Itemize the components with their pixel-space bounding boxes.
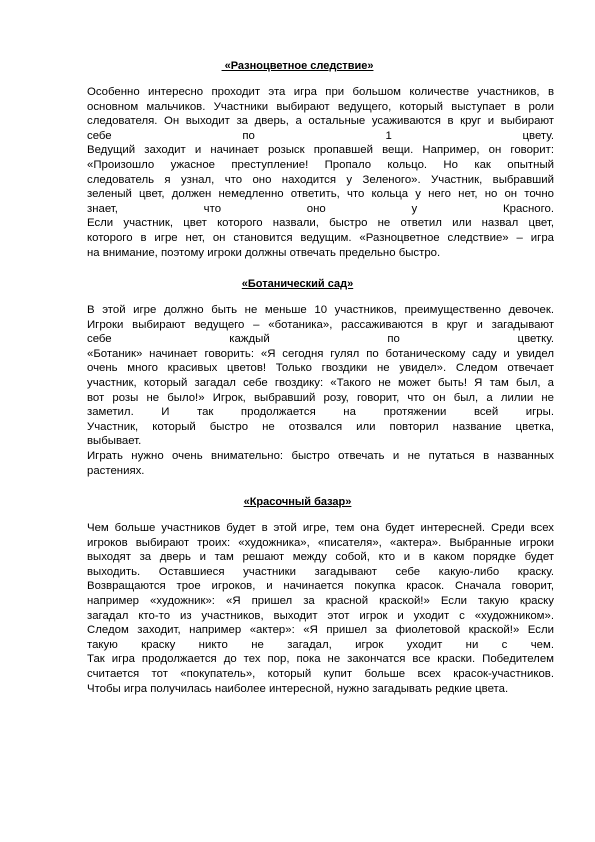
text-line: «Ботаник» начинает говорить: «Я сегодня гулял по ботаническому саду и увидел [87, 347, 554, 360]
text-line: считается тот «покупатель», который купит больше всех красок-участников. [87, 667, 554, 680]
text-line: Чтобы игра получилась наиболее интересной, нужно загадывать редкие цвета. [87, 682, 509, 695]
section-body-botanicheskiy [87, 303, 554, 478]
text-line: Ведущий заходит и начинает розыск пропавшей вещи. Например, он говорит: [87, 144, 554, 157]
text-line: Возвращаются трое игроков, и начинается покупка красок. Сначала говорит, [87, 580, 554, 593]
text-line: например «художник»: «Я пришел за красной краской!» Если такую краску [87, 594, 554, 607]
text-line: выходить. Оставшиеся участники загадывают себе какую-либо краску. [87, 565, 554, 578]
text-line: такую краску никто не загадал, игрок уходит ни с чем. [87, 638, 554, 651]
text-line: зеленый цвет, должен немедленно ответить, что кольца у него нет, но он точно [87, 188, 554, 201]
text-line: выходят за дверь и там решают между собой, кто и в каком порядке будет [87, 551, 554, 564]
text-line: которого в игре нет, он становится ведущим. «Разноцветное следствие» – игра [87, 231, 554, 244]
text-line: следователь я узнал, что оно находится у Зеленого». Участник, выбравший [87, 173, 554, 186]
section-body-raznotsvetnoe [87, 85, 554, 260]
section-title-botanicheskiy: «Ботанический сад» [241, 278, 354, 290]
text-line: «Произошло ужасное преступление! Пропало кольцо. Но как опытный [87, 158, 554, 171]
text-line: основном мальчиков. Участники выбирают ведущего, который выступает в роли [87, 100, 554, 113]
section-title-raznotsvetnoe: «Разноцветное следствие» [221, 60, 374, 72]
text-line: растениях. [87, 464, 145, 477]
text-line: В этой игре должно быть не меньше 10 участников, преимущественно девочек. [87, 304, 554, 316]
text-line: себе каждый по цветку. [87, 333, 554, 346]
text-line: Участник, который быстро не отозвался или повторил название цветка, [87, 420, 554, 433]
text-line: Чем больше участников будет в этой игре, тем она будет интересней. Среди всех [87, 522, 554, 534]
text-line: следователя. Он выходит за дверь, а остальные усаживаются в круг и выбирают [87, 115, 554, 128]
text-line: участник, который загадал себе гвоздику: «Такого не может быть! Я там был, а [87, 376, 554, 389]
text-line: Так игра продолжается до тех пор, пока не закончатся все краски. Победителем [87, 653, 554, 666]
text-line: себе по 1 цвету. [87, 129, 554, 142]
text-line: выбывает. [87, 435, 142, 448]
text-line: вот розы не было!» Игрок, выбравший розу, говорит, что он был, а лилии не [87, 391, 554, 404]
text-line: загадал кто-то из участников, выходит этот игрок и уходит с «художником». [87, 609, 554, 622]
text-line: Если участник, цвет которого назвали, быстро не ответил или назвал цвет, [87, 217, 554, 230]
text-line: Следом заходит, например «актер»: «Я пришел за фиолетовой краской!» Если [87, 624, 554, 637]
text-line: Игроки выбирают ведущего – «ботаника», рассаживаются в круг и загадывают [87, 318, 554, 331]
text-line: знает, что оно у Красного. [87, 202, 554, 215]
text-line: Особенно интересно проходит эта игра при большом количестве участников, в [87, 86, 554, 98]
section-body-krasochny [87, 521, 554, 696]
text-line: очень много красивых цветов! Только гвоздики не увидел». Следом отвечает [87, 362, 554, 375]
section-title-krasochny: «Красочный базар» [243, 496, 352, 508]
text-line: Играть нужно очень внимательно: быстро отвечать и не путаться в названных [87, 449, 554, 462]
text-line: игроков выбирают троих: «художника», «писателя», «актера». Выбранные игроки [87, 536, 554, 549]
text-line: заметил. И так продолжается на протяжении всей игры. [87, 406, 554, 419]
text-line: на внимание, поэтому игроки должны отвечать предельно быстро. [87, 246, 441, 259]
